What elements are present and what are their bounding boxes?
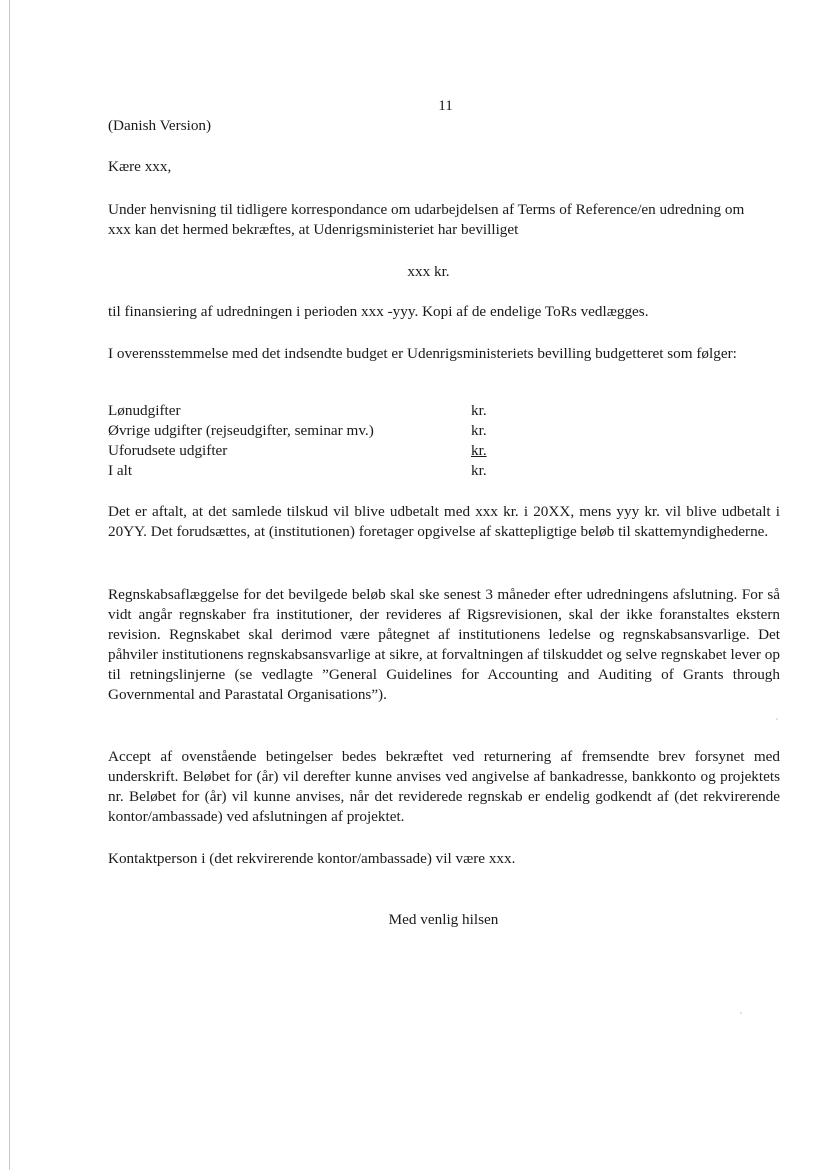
closing-line: Med venlig hilsen xyxy=(388,911,499,928)
intro-paragraph: Under henvisning til tidligere korrespondance om udarbejdelsen af Terms of Reference/en udredning om xxx kan det hermed bekræftes, at Udenrigsministeriet har bevilliget xyxy=(108,201,745,238)
contact-paragraph: Kontaktperson i (det rekvirerende kontor/ambassade) vil være xxx. xyxy=(108,850,516,867)
budget-item-unit: kr. xyxy=(471,442,487,459)
budget-total-label: I alt xyxy=(108,462,133,479)
version-label: (Danish Version) xyxy=(108,117,212,134)
payment-paragraph: Det er aftalt, at det samlede tilskud vil blive udbetalt med xxx kr. i 20XX, mens yyy kr. vil blive udbetalt i 20YY. Det forudsættes, at (institutionen) foretager opgivelse af skattepligtige beløb til skattemyndighederne. xyxy=(108,503,780,540)
budget-item-unit: kr. xyxy=(471,422,487,439)
scan-speck xyxy=(776,718,778,720)
salutation: Kære xxx, xyxy=(108,158,172,175)
budget-item-label: Uforudsete udgifter xyxy=(108,442,228,459)
budget-row xyxy=(108,421,531,441)
budget-item-unit: kr. xyxy=(471,402,487,419)
budget-row xyxy=(108,461,531,481)
financing-paragraph: til finansiering af udredningen i perioden xxx -yyy. Kopi af de endelige ToRs vedlægges. xyxy=(108,303,649,320)
acceptance-paragraph: Accept af ovenstående betingelser bedes bekræftet ved returnering af fremsendte brev forsynet med underskrift. Beløbet for (år) vil derefter kunne anvises ved angivelse af bankadresse, bankkonto og projektets nr. Beløbet for (år) vil kunne anvises, når det reviderede regnskab er endelig godkendt af (det rekvirerende kontor/ambassade) ved afslutningen af projektet. xyxy=(108,748,780,825)
amount-line: xxx kr. xyxy=(407,263,450,280)
budget-item-label: Lønudgifter xyxy=(108,402,181,419)
page-number: 11 xyxy=(438,97,453,114)
scan-speck xyxy=(740,1012,742,1014)
budget-item-label: Øvrige udgifter (rejseudgifter, seminar mv.) xyxy=(108,422,374,439)
budget-row xyxy=(108,441,531,461)
budget-table xyxy=(108,401,531,481)
accounting-paragraph: Regnskabsaflæggelse for det bevilgede beløb skal ske senest 3 måneder efter udredningens afslutning. For så vidt angår regnskaber fra institutioner, der revideres af Rigsrevisionen, skal der ikke foranstaltes ekstern revision. Regnskabet skal derimod være påtegnet af institutionens ledelse og regnskabsansvarlige. Det påhviler institutionens regnskabsansvarlige at sikre, at forvaltningen af tilskuddet og selve regnskabet lever op til retningslinjerne (se vedlagte ”General Guidelines for Accounting and Auditing of Grants through Governmental and Parastatal Organisations”). xyxy=(108,586,780,703)
budget-total-unit: kr. xyxy=(471,462,487,479)
budget-intro-paragraph: I overensstemmelse med det indsendte budget er Udenrigsministeriets bevilling budgetteret som følger: xyxy=(108,345,737,362)
page-margin-line xyxy=(9,0,10,1170)
budget-row xyxy=(108,401,531,421)
